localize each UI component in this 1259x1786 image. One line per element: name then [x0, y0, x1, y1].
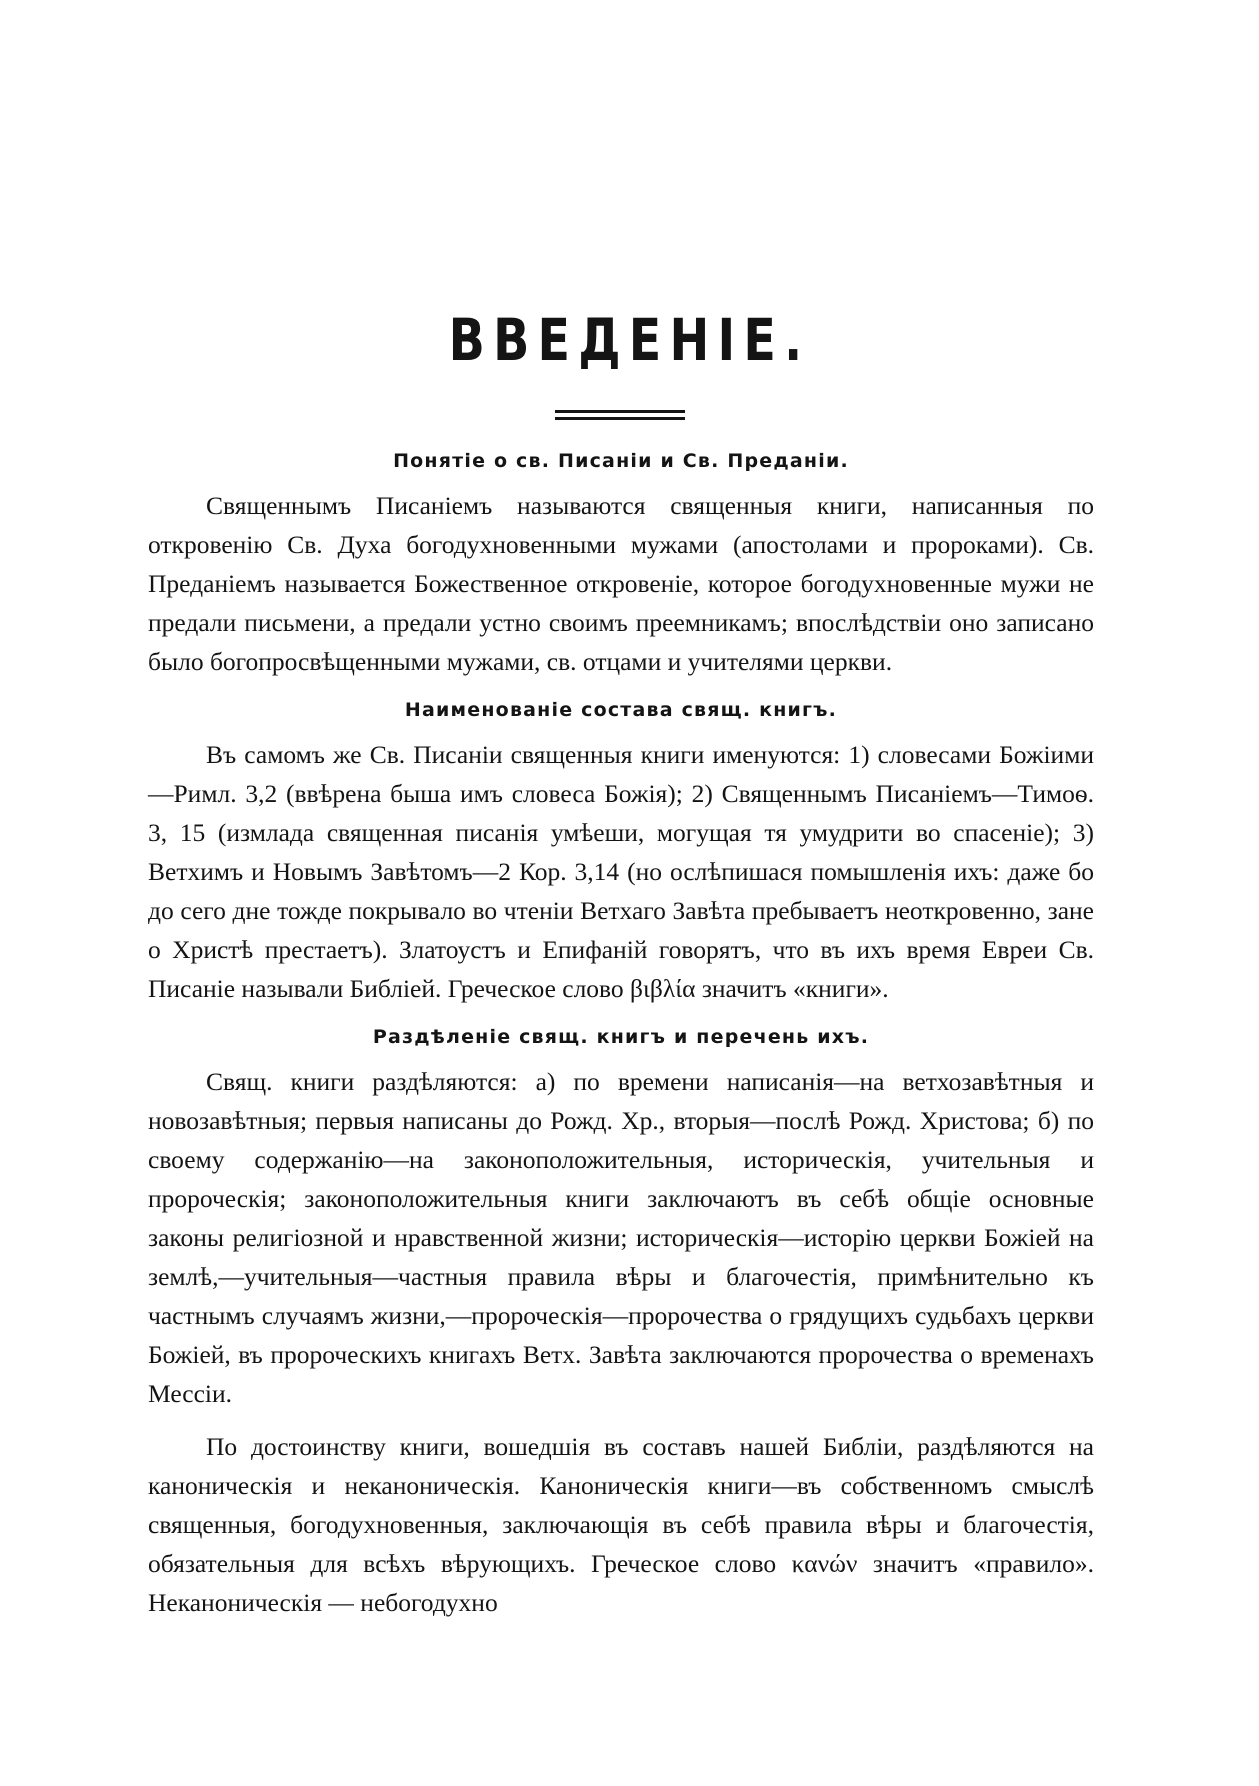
- section-division: [148, 1022, 1094, 1622]
- paragraph: По достоинству книги, вошедшія въ составъ нашей Библіи, раздѣляются на каноническія и неканоническія. Каноническія книги—въ собственномъ смыслѣ священныя, богодухновенныя, заключающія въ себѣ правила вѣры и благочестія, обязательныя для всѣхъ вѣрующихъ. Греческое слово κανών значитъ «правило». Неканоническія — небогодухно: [148, 1432, 1094, 1617]
- section-naming: [148, 695, 1094, 1008]
- section-heading: Раздѣленіе свящ. книгъ и перечень ихъ.: [372, 1026, 870, 1048]
- section-heading: Наименованіе состава свящ. книгъ.: [404, 699, 838, 721]
- section-heading: Понятіе о св. Писаніи и Св. Преданіи.: [393, 450, 849, 472]
- paragraph: Свящ. книги раздѣляются: а) по времени написанія—на ветхозавѣтныя и новозавѣтныя; первыя написаны до Рожд. Хр., вторыя—послѣ Рожд. Христова; б) по своему содержанію—на законоположительныя, историческія, учительныя и пророческія; законоположительныя книги заключаютъ въ себѣ общіе основные законы религіозной и нравственной жизни; историческія—исторію церкви Божіей на землѣ,—учительныя—частныя правила вѣры и благочестія, примѣнительно къ частнымъ случаямъ жизни,—пророческія—пророчества о грядущихъ судьбахъ церкви Божіей, въ пророческихъ книгахъ Ветх. Завѣта заключаются пророчества о временахъ Мессіи.: [148, 1067, 1094, 1408]
- rule-line-bottom: [555, 417, 685, 420]
- title-double-rule: [555, 410, 685, 422]
- page-title: ВВЕДЕНІЕ.: [448, 306, 811, 374]
- paragraph: Священнымъ Писаніемъ называются священныя книги, написанныя по откровенію Св. Духа богодухновенными мужами (апостолами и пророками). Св. Преданіемъ называется Божественное откровеніе, которое богодухновенные мужи не предали письмени, а предали устно своимъ преемникамъ; впослѣдствіи оно записано было богопросвѣщенными мужами, св. отцами и учителями церкви.: [148, 491, 1094, 676]
- section-concept: [148, 446, 1094, 681]
- rule-line-top: [555, 410, 685, 413]
- page-body: [148, 446, 1094, 1636]
- paragraph: Въ самомъ же Св. Писаніи священныя книги именуются: 1) словесами Божіими—Римл. 3,2 (ввѣрена быша имъ словеса Божія); 2) Священнымъ Писаніемъ—Тимоѳ. 3, 15 (измлада священная писанія умѣеши, могущая тя умудрити во спасеніе); 3) Ветхимъ и Новымъ Завѣтомъ—2 Кор. 3,14 (но ослѣпишася помышленія ихъ: даже бо до сего дне тожде покрывало во чтеніи Ветхаго Завѣта пребываетъ неоткровенно, зане о Христѣ престаетъ). Златоустъ и Епифаній говорятъ, что въ ихъ время Евреи Св. Писаніе называли Библіей. Греческое слово βιβλία значитъ «книги».: [148, 740, 1094, 1003]
